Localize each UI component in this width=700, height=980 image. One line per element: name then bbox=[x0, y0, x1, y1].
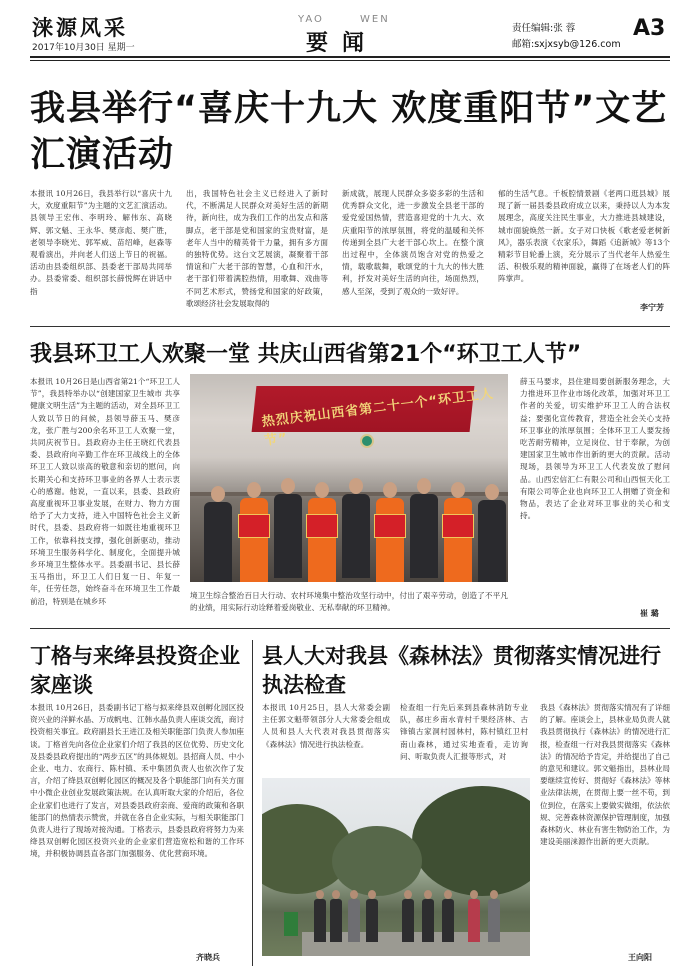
person-figure bbox=[330, 890, 342, 942]
article4-column-2: 检查组一行先后来到县森林消防专业队，郝庄乡南水青村千果经济林、古锋镇古家洞村园林村，陈村镇红卫村南山森林，通过实地查看，走访询问、听取负责人汇报等形式，对 bbox=[400, 703, 528, 761]
person-figure bbox=[342, 478, 370, 582]
article1-byline: 李宁芳 bbox=[640, 303, 664, 312]
page-number: A3 bbox=[633, 16, 666, 41]
article4-headline: 县人大对我县《森林法》贯彻落实情况进行执法检查 bbox=[262, 644, 661, 697]
article1-column-1: 本报讯 10月26日，我县举行以“喜庆十九大，欢度重阳节”为主题的文艺汇演活动。县领导王宏伟、李明玲、解伟东、高晓辉、郭文魁、王永华、樊彦彪、樊广胜，老领导李晓光、郭军威、苗绍峰，赵森等观看演出，并向老人们送上节日的祝福。活动由县委组织部、县委老干部局共同举办。县委常委、组织部长薛悦辉在讲话中指 bbox=[30, 189, 172, 296]
person-figure bbox=[376, 482, 404, 582]
person-figure bbox=[274, 478, 302, 582]
person-figure bbox=[204, 486, 232, 582]
person-figure bbox=[402, 890, 414, 942]
section-pinyin-1: YAO bbox=[298, 14, 324, 25]
article4-byline: 王向阳 bbox=[628, 953, 652, 962]
editor-email[interactable]: 邮箱:sxjxsyb@126.com bbox=[512, 39, 621, 50]
emblem-icon bbox=[360, 434, 374, 448]
article4-column-3: 我县《森林法》贯彻落实情况有了详细的了解。座谈会上，县林业局负责人就我县贯彻执行《森林法》的情况进行汇报，检查组一行对我县贯彻落实《森林法》的情况给予肯定，并给提出了自己的意见和建议。郭文魁指出，县林业局要继续宣传好、贯彻好《森林法》等林业法律法规，在贯彻上要一丝不苟，到位到位，在落实上要做实做细，依法依规、完善森林资源保护管理制度，加强森林防火、林业有害生物防治工作，为建设美丽涞源作出新的更大贡献。 bbox=[540, 703, 670, 847]
award-ceremony-photo bbox=[190, 374, 508, 582]
person-figure bbox=[442, 890, 454, 942]
trash-bin bbox=[284, 912, 298, 936]
article1-column-3: 新成就，展现人民群众多姿多彩的生活和优秀群众文化，进一步激发全县老干部的爱党爱国热情，营造喜迎党的十九大、欢庆重阳节的浓厚氛围，将党的温暖和关怀传递到全县广大老干部心坎上。在整个演出过程中，全体演员饱含对党的热爱之情，载歌载舞，歌颂党的十九大的伟大胜利，抒发对美好生活的向往，场面热烈，感人至深，受到了观众的一致好评。 bbox=[342, 189, 484, 296]
person-figure bbox=[348, 890, 360, 942]
article2-column-2: 薛玉马要求，县住建局要创新服务理念，大力推进环卫作业市场化改革，加强对环卫工作者的关爱，切实维护环卫工人的合法权益；要强化宣传教育，营造全社会关心支持环卫事业的浓厚氛围；全体环卫工人要发扬吃苦耐劳精神，立足岗位、甘于奉献，为创建国家卫生城市作出新的更大的贡献。活动现场，县领导为环卫工人代表发放了慰问品。山西宏信汇仁有限公司和山西恒天化工有限公司等企业也向环卫工人捐赠了资金和物品，表达了企业对环卫事业的关心和支持。 bbox=[520, 377, 670, 521]
section-title: 要闻 bbox=[306, 30, 379, 56]
editor-credit: 责任编辑:张 蓉 bbox=[512, 23, 576, 34]
article3-byline: 齐晓兵 bbox=[196, 953, 220, 962]
article2-headline: 我县环卫工人欢聚一堂 共庆山西省第21个“环卫工人节” bbox=[30, 342, 582, 367]
article1-column-4: 郁的生活气息。千板腔情景剧《老两口逛县城》展现了新一届县委县政府成立以来，秉持以人为本发展理念，高度关注民生事业，大力推进县城建设，城市面貌焕然一新。女子对口快板《歌老爱老树新风》，器乐表演《农家乐》，舞蹈《追新城》等13个精彩节目轮番上演，充分展示了当代老年人热爱生活、积极乐观的精神面貌，赢得了在场老人们的阵阵掌声。 bbox=[498, 189, 670, 284]
section-pinyin-2: WEN bbox=[360, 14, 390, 25]
person-figure bbox=[468, 890, 480, 942]
divider-2 bbox=[30, 628, 670, 629]
banner-text: 热烈庆祝山西省第二十一个“环卫工人节” bbox=[261, 386, 495, 449]
person-figure bbox=[410, 478, 438, 582]
masthead-rule-thin bbox=[30, 60, 670, 61]
person-figure bbox=[488, 890, 500, 942]
article2-byline: 崔 璐 bbox=[640, 609, 659, 618]
photo-caption-text: 境卫生综合整治百日大行动、农村环境集中整治攻坚行动中，付出了艰辛劳动，创造了不平凡的业绩，用实际行动诠释着爱岗敬业、无私奉献的环卫精神。 bbox=[190, 591, 508, 613]
newspaper-title: 涞源风采 bbox=[32, 15, 128, 40]
person-figure bbox=[366, 890, 378, 942]
person-figure bbox=[308, 482, 336, 582]
article1-column-2: 出，我国特色社会主义已经进入了新时代，不断满足人民群众对美好生活的新期待，新向往，成为我们工作的出发点和落脚点，老干部是党和国家的宝贵财富，是老年人当中的精英骨干力量，拥有多方面的独特优势。这台文艺展演，凝聚着干部情谊和广大老干部的智慧，心血和汗水，老干部们带着满腔热情，用歌舞、戏曲等不同艺术形式，赞扬党和国家的好政策，歌颂经济社会发展取得的 bbox=[186, 189, 328, 308]
divider-1 bbox=[30, 326, 670, 327]
article2-column-1: 本报讯 10月26日是山西省第21个“环卫工人节”，我县特举办以“创建国家卫生城市 共享健康文明生活”为主题的活动，对全县环卫工人致以节日的问候，县领导薛玉马、樊彦龙，张广胜与200余名环卫工人欢聚一堂，共同庆祝节日。县政府办主任王晓红代表县委、县政府向辛勤工作在环卫战线上的全体环卫工人致以崇高的敬意和亲切的慰问，向长期关心和支持环卫事业的各界人士表示衷心的感谢。他说，一直以来，县委、县政府高度重视环卫事业发展，在财力、物力方面给予了大力支持，进入中国特色社会主义新时代，县委、县政府将一如既往地重视环卫工作，依靠科技支撑，强化创新驱动，推动环境卫生服务科学化、制度化，全面提升城乡环境卫生整体水平。县委副书记、县长薛玉马指出，环卫工人们日复一日、年复一年，任劳任怨，始终奋斗在环境卫生工作最前沿，特别是在城乡环 bbox=[30, 377, 180, 606]
person-figure bbox=[422, 890, 434, 942]
article1-headline: 我县举行“喜庆十九大 欢度重阳节”文艺汇演活动 bbox=[30, 89, 668, 175]
inspection-photo bbox=[262, 778, 530, 956]
article4-column-1: 本报讯 10月25日，县人大常委会副主任郭文魁带领部分人大常委会组成人员和县人大代表对我县贯彻落实《森林法》情况进行执法检查。 bbox=[262, 703, 390, 749]
person-figure bbox=[240, 482, 268, 582]
issue-date: 2017年10月30日 星期一 bbox=[32, 43, 135, 53]
person-figure bbox=[314, 890, 326, 942]
article3-headline: 丁格与来绛县投资企业家座谈 bbox=[30, 644, 240, 697]
article3-body: 本报讯 10月26日，县委副书记丁格与拟来绛县双创孵化园区投资兴业的洋鲜水晶、万成帆电、江韩水晶负责人座谈交流，商讨投资相关事宜。政府副县长王进江及相关职能部门负责人参加座谈。丁格首先向各位企业家们介绍了我县的区位优势、历史文化及县委县政府提出的“两步五区”的具体规划。县招商人员、中小企业、电力、农商行、陈村镇、禾中集团负责人也依次作了发言，介绍了绛县双创孵化园区的概况及各个职能部门向有关方面中小微企业创业发展政策法规。在认真听取大家的介绍后，各位企业家们也进行了发言，对县委县政府亲商、爱商的政策和各职能部门的热情表示赞赏，并就在各自企业实际，与相关职能部门负责人进行了现场对接沟通。丁格表示，县委县政府将努力为来绛县双创孵化园区投资兴业的企业家们营造宽松和谐的工作环境，并积极协调县直各部门加强服务、优化营商环境。 bbox=[30, 703, 244, 859]
person-figure bbox=[444, 482, 472, 582]
column-divider bbox=[252, 640, 253, 966]
person-figure bbox=[478, 484, 506, 582]
masthead-rule-thick bbox=[30, 56, 670, 58]
